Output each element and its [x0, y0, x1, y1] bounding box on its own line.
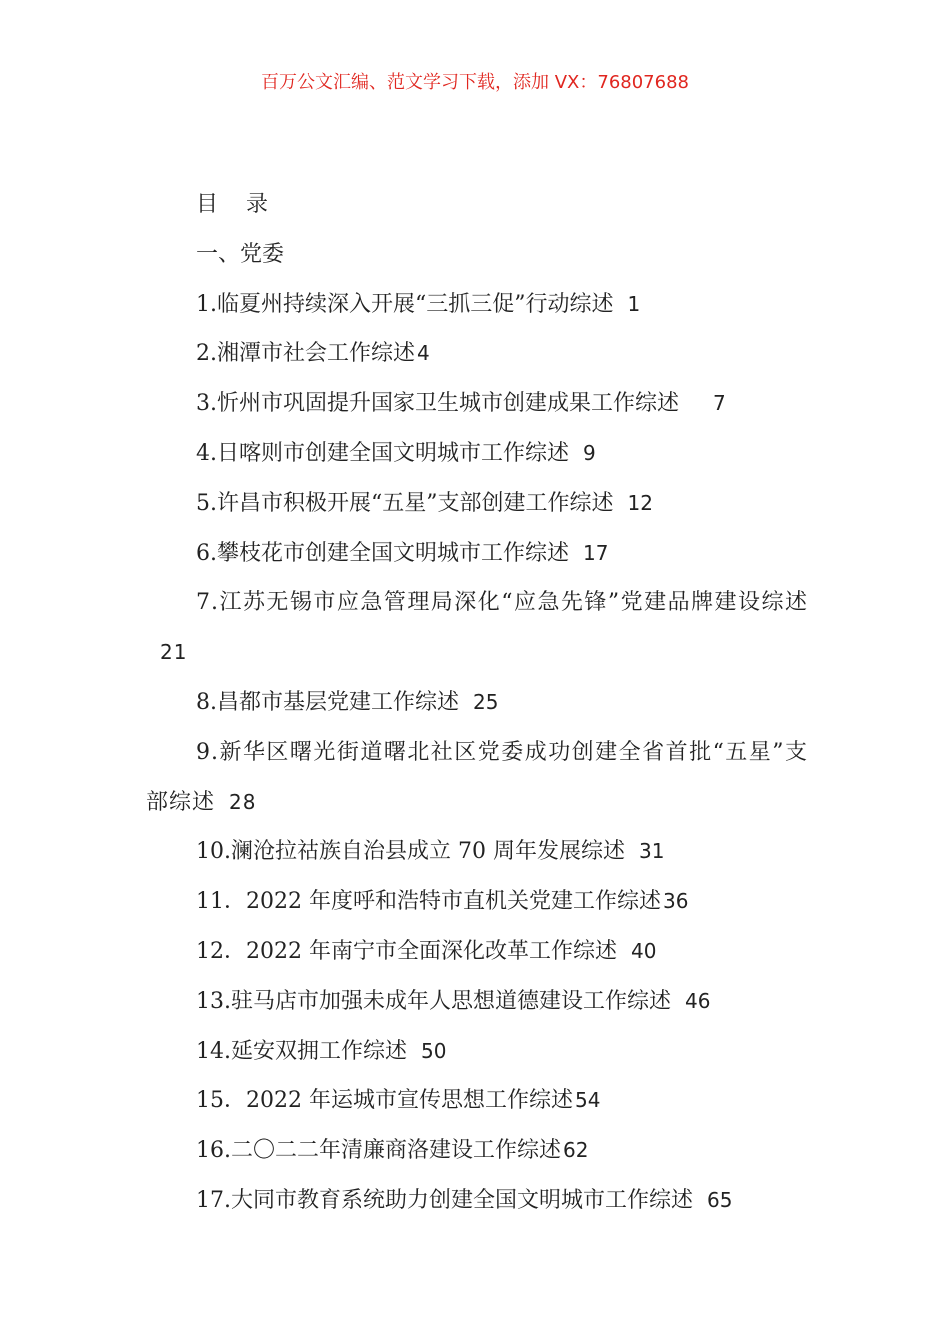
toc-entry-title: 7.江苏无锡市应急管理局深化“应急先锋”党建品牌建设综述: [196, 590, 808, 616]
toc-entry-page: 17: [583, 540, 609, 565]
toc-entry-page: 36: [662, 889, 689, 914]
toc-entry-title: 9.新华区曙光街道曙北社区党委成功创建全省首批“五星”支部综述: [146, 739, 808, 815]
toc-entry[interactable]: [146, 329, 808, 379]
toc-entry-title: 4.日喀则市创建全国文明城市工作综述: [196, 440, 569, 466]
toc-entry[interactable]: [146, 578, 808, 678]
toc-entry-page: 46: [685, 988, 711, 1013]
toc-entry-page: 54: [574, 1088, 601, 1113]
toc-title-left: 目: [196, 192, 219, 217]
toc-entry-page: 12: [627, 490, 653, 515]
toc-entry-title: 10.澜沧拉祜族自治县成立 70 周年发展综述: [196, 839, 625, 865]
toc-entry-page: 65: [707, 1187, 733, 1212]
toc-entry[interactable]: [146, 379, 808, 429]
toc-title: [146, 180, 808, 230]
toc-entry-title: 1.临夏州持续深入开展“三抓三促”行动综述: [196, 291, 614, 317]
toc-entry[interactable]: [146, 479, 808, 529]
toc-entry-page: 9: [583, 440, 596, 465]
toc-entry[interactable]: [146, 728, 808, 828]
toc-entry-title: 16.二〇二二年清廉商洛建设工作综述: [196, 1138, 561, 1164]
toc-entry[interactable]: [146, 827, 808, 877]
toc-entry[interactable]: [146, 1076, 808, 1126]
toc-entry[interactable]: [146, 1176, 808, 1226]
toc-section-heading: 一、党委: [196, 241, 285, 267]
table-of-contents: [146, 180, 808, 1226]
toc-entry-title: 5.许昌市积极开展“五星”支部创建工作综述: [196, 490, 614, 516]
toc-entry[interactable]: [146, 1027, 808, 1077]
toc-entry-page: 21: [160, 640, 188, 665]
toc-entry-title: 13.驻马店市加强未成年人思想道德建设工作综述: [196, 988, 671, 1014]
header-banner: 百万公文汇编、范文学习下载，添加 VX：76807688: [261, 72, 689, 93]
toc-entry-page: 1: [627, 291, 641, 316]
toc-entry[interactable]: [146, 877, 808, 927]
toc-entry-title: 17.大同市教育系统助力创建全国文明城市工作综述: [196, 1187, 693, 1213]
toc-entry[interactable]: [146, 529, 808, 579]
toc-title-right: 录: [246, 192, 269, 217]
toc-entry-page: 62: [563, 1138, 589, 1163]
toc-entry[interactable]: [146, 678, 808, 728]
toc-entry-title: 8.昌都市基层党建工作综述: [196, 689, 459, 715]
toc-entry-page: 4: [417, 341, 430, 366]
toc-entry-title: 3.忻州市巩固提升国家卫生城市创建成果工作综述: [196, 391, 679, 417]
toc-entry-page: 50: [421, 1038, 447, 1063]
toc-entry-page: 7: [713, 391, 726, 416]
toc-entry[interactable]: [146, 429, 808, 479]
toc-entry-title: 12．2022 年南宁市全面深化改革工作综述: [196, 938, 617, 964]
toc-entry-title: 2.湘潭市社会工作综述: [196, 341, 415, 367]
toc-entry-page: 40: [630, 938, 657, 963]
toc-entry[interactable]: [146, 977, 808, 1027]
toc-entry-page: 28: [229, 789, 257, 814]
toc-entry-page: 31: [638, 839, 665, 864]
toc-entry[interactable]: [146, 1126, 808, 1176]
toc-entry-page: 25: [473, 689, 499, 714]
toc-entry-title: 6.攀枝花市创建全国文明城市工作综述: [196, 540, 569, 566]
toc-entry-title: 11．2022 年度呼和浩特市直机关党建工作综述: [196, 889, 661, 915]
toc-entry-title: 15．2022 年运城市宣传思想工作综述: [196, 1088, 573, 1114]
toc-entry[interactable]: [146, 280, 808, 330]
toc-entry[interactable]: [146, 927, 808, 977]
toc-entry-title: 14.延安双拥工作综述: [196, 1038, 407, 1064]
